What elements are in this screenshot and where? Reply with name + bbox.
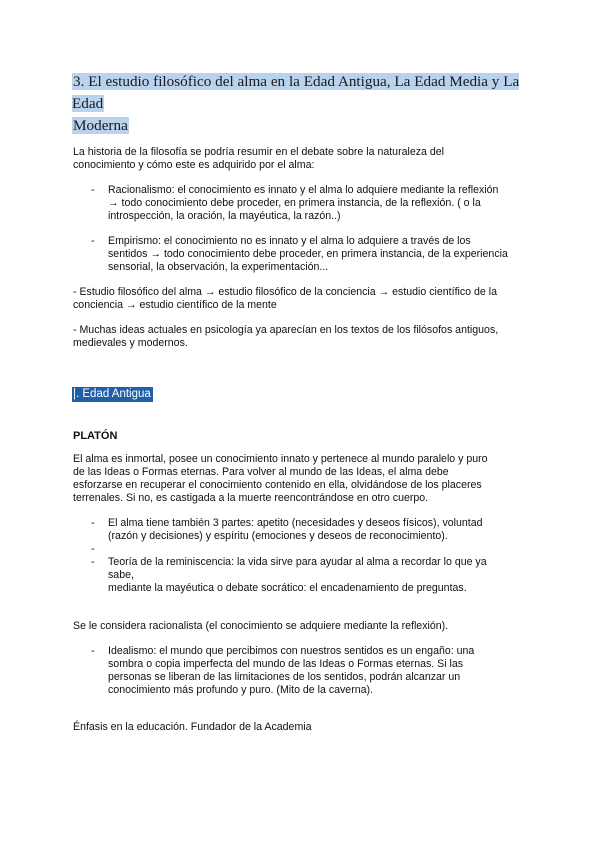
section-title: |. Edad Antigua [73, 388, 151, 400]
idealismo-line-3: personas se liberan de las limitaciones de los sentidos, podrán alcanzar un [108, 671, 461, 683]
reminiscencia-line-3: mediante la mayéutica o debate socrático: el encadenamiento de preguntas. [108, 582, 467, 594]
platon-para-line-2: de las Ideas o Formas eternas. Para volver al mundo de las Ideas, el alma debe [73, 466, 449, 478]
intro-line-1: La historia de la filosofía se podría resumir en el debate sobre la naturaleza del [73, 146, 445, 158]
bullet-dash: - [91, 517, 95, 529]
racionalista-text: Se le considera racionalista (el conocimiento se adquiere mediante la reflexión). [73, 620, 449, 632]
bullet-dash: - [91, 645, 95, 657]
idealismo-line-4: conocimiento más profundo y puro. (Mito de la caverna). [108, 684, 373, 696]
ideas-line-1: - Muchas ideas actuales en psicología ya aparecían en los textos de los filósofos antiguos, [73, 324, 499, 336]
intro-line-2: conocimiento y cómo este es adquirido por el alma: [73, 159, 315, 171]
bullet-dash: - [91, 556, 95, 568]
platon-title: PLATÓN [73, 430, 118, 442]
platon-para-line-1: El alma es inmortal, posee un conocimiento innato y pertenece al mundo paralelo y puro [73, 453, 488, 465]
bullet-dash: - [91, 184, 95, 196]
platon-para-line-4: terrenales. Si no, es castigada a la muerte reencontrándose en otro cuerpo. [73, 492, 429, 504]
enfasis-text: Énfasis en la educación. Fundador de la Academia [73, 721, 312, 733]
racionalismo-line-3: introspección, la oración, la mayéutica, la razón..) [108, 210, 341, 222]
empirismo-line-1: Empirismo: el conocimiento no es innato y el alma lo adquiere a través de los [108, 235, 471, 247]
chapter-heading [72, 71, 532, 137]
empirismo-line-2: sentidos → todo conocimiento debe proceder, en primera instancia, de la experiencia [108, 248, 508, 260]
reminiscencia-line-1: Teoría de la reminiscencia: la vida sirve para ayudar al alma a recordar lo que ya [108, 556, 487, 568]
partes-line-2: (razón y decisiones) y espíritu (emociones y deseos de reconocimiento). [108, 530, 448, 542]
racionalismo-line-1: Racionalismo: el conocimiento es innato y el alma lo adquiere mediante la reflexión [108, 184, 499, 196]
reminiscencia-line-2: sabe, [108, 569, 134, 581]
bullet-dash-empty: - [91, 543, 95, 555]
racionalismo-line-2: → todo conocimiento debe proceder, en primera instancia, de la reflexión. ( o la [108, 197, 481, 209]
partes-line-1: El alma tiene también 3 partes: apetito (necesidades y deseos físicos), voluntad [108, 517, 483, 529]
idealismo-line-2: sombra o copia imperfecta del mundo de las Ideas o Formas eternas. Si las [108, 658, 464, 670]
heading-line-1: 3. El estudio filosófico del alma en la Edad Antigua, La Edad Media y La Edad [72, 73, 520, 112]
bullet-dash: - [91, 235, 95, 247]
idealismo-line-1: Idealismo: el mundo que percibimos con nuestros sentidos es un engaño: una [108, 645, 475, 657]
empirismo-line-3: sensorial, la observación, la experimentación... [108, 261, 329, 273]
estudio-line-1: - Estudio filosófico del alma → estudio filosófico de la conciencia → estudio científico de la [73, 286, 497, 298]
platon-para-line-3: esforzarse en recuperar el conocimiento contenido en ella, olvidándose de los placeres [73, 479, 482, 491]
heading-line-2: Moderna [73, 117, 128, 134]
ideas-line-2: medievales y modernos. [73, 337, 188, 349]
estudio-line-2: conciencia → estudio científico de la mente [73, 299, 277, 311]
